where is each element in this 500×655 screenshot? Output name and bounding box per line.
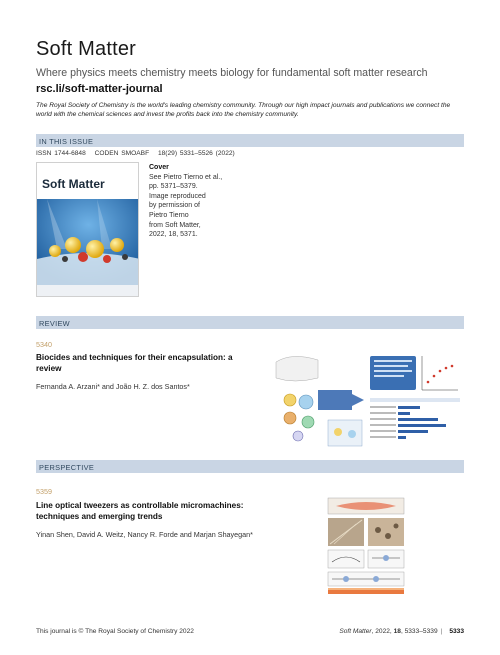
cover-caption-line: 2022, 18, 5371. bbox=[149, 231, 198, 239]
issue-info bbox=[36, 150, 241, 157]
cover-footer bbox=[37, 285, 139, 297]
cover-thumbnail[interactable] bbox=[36, 162, 139, 297]
footer-pages: , 5333–5339 bbox=[400, 628, 438, 635]
journal-tagline: Where physics meets chemistry meets biology for fundamental soft matter research bbox=[36, 67, 428, 79]
cover-caption-line: Pietro Tierno bbox=[149, 211, 189, 219]
footer-citation: Soft Matter, 2022, 18, 5333–5339 | 5333 bbox=[339, 628, 464, 635]
graphical-abstract-optical-tweezers bbox=[326, 496, 406, 596]
issn: ISSN 1744-6848 bbox=[36, 150, 86, 157]
cover-caption-title: Cover bbox=[149, 164, 169, 171]
cover-caption-line: Image reproduced bbox=[149, 192, 206, 200]
footer-page-number: 5333 bbox=[449, 628, 464, 635]
section-header-review: REVIEW bbox=[36, 316, 464, 329]
coden: CODEN SMOABF bbox=[94, 150, 150, 157]
footer-year: , 2022, bbox=[371, 628, 392, 635]
article-title-link[interactable]: Line optical tweezers as controllable micromachines: techniques and emerging trends bbox=[36, 501, 244, 521]
journal-title: Soft Matter bbox=[36, 38, 137, 60]
rsc-blurb: The Royal Society of Chemistry is the world's leading chemistry community. Through our high impact journals and publications we connect the world with the chemical sciences and invest the profits back into the chemistry community. bbox=[36, 102, 451, 118]
article-title-link[interactable]: Biocides and techniques for their encapsulation: a review bbox=[36, 353, 233, 373]
cover-caption-line: See Pietro Tierno et al., bbox=[149, 173, 223, 181]
cover-image bbox=[37, 199, 139, 285]
cover-caption-line: pp. 5371–5379. bbox=[149, 183, 198, 191]
article-authors: Yinan Shen, David A. Weitz, Nancy R. Forde and Marjan Shayegan* bbox=[36, 530, 253, 539]
section-header-in-this-issue: IN THIS ISSUE bbox=[36, 134, 464, 147]
section-header-perspective: PERSPECTIVE bbox=[36, 460, 464, 473]
article-page-number: 5359 bbox=[36, 487, 52, 496]
footer-journal: Soft Matter bbox=[339, 628, 372, 635]
cover-caption-line: by permission of bbox=[149, 202, 200, 210]
article-authors: Fernanda A. Arzani* and João H. Z. dos Santos* bbox=[36, 382, 190, 391]
article-page-number: 5340 bbox=[36, 340, 52, 349]
footer-volume: 18 bbox=[393, 628, 401, 635]
cover-thumbnail-title: Soft Matter bbox=[42, 177, 105, 191]
cover-caption-line: from Soft Matter, bbox=[149, 221, 201, 229]
volume-info: 18(29) 5331–5526 (2022) bbox=[157, 150, 235, 157]
cover-caption bbox=[149, 163, 269, 240]
footer-copyright: This journal is © The Royal Society of Chemistry 2022 bbox=[36, 628, 194, 635]
graphical-abstract-biocides bbox=[272, 350, 464, 456]
journal-url-link[interactable]: rsc.li/soft-matter-journal bbox=[36, 83, 163, 95]
